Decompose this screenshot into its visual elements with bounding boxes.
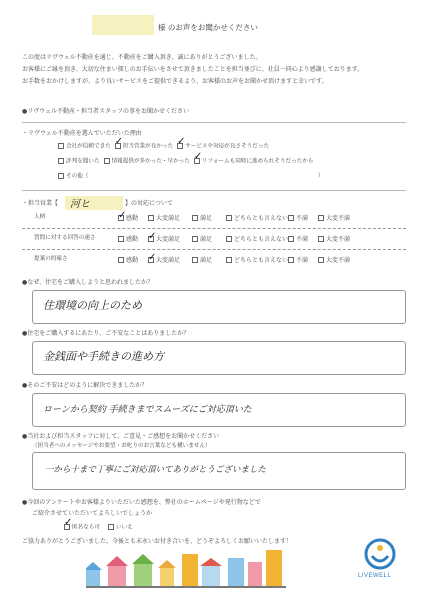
rating-option[interactable]: ✓ 大変満足 <box>148 234 192 243</box>
logo-text: LIVEWELL <box>358 573 392 579</box>
reasons-title: ・リヴウェル不動産を選んでいただいた理由 <box>22 130 142 137</box>
intro-line-1: この度はリヴウェル不動産を通じ、不動産をご購入頂き、誠にありがとうございました。 <box>22 54 262 61</box>
question-4-note: （担当者へのメッセージやお要望・お叱りのお言葉なども構いません） <box>32 443 211 449</box>
checkbox[interactable] <box>58 158 64 164</box>
answer-text-2: 金銭面や手続きの進め方 <box>43 350 164 363</box>
reason-row-1 <box>58 143 269 151</box>
reason-option-reform[interactable]: ✓ リフォームも同時に進められそうだったから <box>194 158 314 166</box>
rating-option[interactable]: どちらとも言えない <box>226 234 288 243</box>
rating-option[interactable]: 感動 <box>118 234 148 243</box>
question-1: ●なぜ、住宅をご購入しようと思われましたか？ <box>22 279 154 286</box>
reason-other[interactable]: その他（ <box>58 173 88 181</box>
answer-text-4: 一から十まで丁寧にご対応頂いてありがとうございました <box>45 465 267 475</box>
divider <box>22 122 406 123</box>
publish-question-line-2: ご紹介させていただいてよろしいでしょうか <box>32 510 153 517</box>
answer-text-3: ローンから契約 手続きまでスムーズにご対応頂いた <box>43 405 252 415</box>
reason-other-close: ） <box>318 173 324 179</box>
page-title: 様 のお声をお聞かせください <box>158 23 258 32</box>
rating-option[interactable]: どちらとも言えない <box>226 255 288 264</box>
customer-name-box <box>92 15 154 35</box>
answer-box-1[interactable] <box>32 290 406 324</box>
rating-option[interactable]: 不満 <box>288 234 318 243</box>
question-3: ●そのご不安はどのように解決できましたか？ <box>22 382 148 389</box>
town-illustration <box>86 548 286 588</box>
reason-option-info[interactable]: 情報提供が多かった・早かった <box>104 158 190 166</box>
section-staff-title: ●リヴウェル不動産・担当者スタッフの事をお聞かせください <box>22 108 189 115</box>
thanks-message: ご協力ありがとうございました。今後とも末永いお付き合いを、どうぞよろしくお願いいたします！ <box>22 538 293 545</box>
checkbox-checked[interactable] <box>177 143 183 149</box>
question-2: ●住宅をご購入するにあたり、ご不安なことはありましたか？ <box>22 330 190 337</box>
houses-icon <box>86 548 286 588</box>
staff-label-suffix: 】の対応について <box>125 200 173 207</box>
checkbox[interactable] <box>58 143 64 149</box>
staff-label-prefix: ・担当営業【 <box>22 200 59 207</box>
answer-text-1: 住環境の向上のため <box>43 299 142 312</box>
rating-option[interactable]: ✓ 大変満足 <box>148 255 192 264</box>
reason-option-sales[interactable]: ✓ 担当営業が良かった <box>115 143 173 151</box>
livewell-logo <box>360 538 400 578</box>
reason-option-company[interactable]: 会社が信頼できた <box>58 143 111 151</box>
checkbox-checked[interactable] <box>194 158 200 164</box>
rating-option[interactable]: 満足 <box>192 234 226 243</box>
logo-mark-icon <box>360 538 400 570</box>
intro-line-2: お客様にご縁を頂き、大切な住まい探しのお手伝いをさせて頂きましたことを担当並びに、社員一同心より感謝しております。 <box>22 66 364 73</box>
intro-line-3: お手数をおかけしますが、より良いサービスをご提供できるよう、お客様のお声をお聞かせ頂けますと幸いです。 <box>22 78 328 85</box>
rating-option[interactable]: 感動 <box>118 255 148 264</box>
publish-question-line-1: ●今回のアンケートやお客様よりいただいた感想を、弊社のホームページや発行物などで <box>22 499 261 506</box>
publish-option-anonymous[interactable]: ✓匿名なら可 <box>64 524 100 532</box>
rating-option[interactable]: 大変不満 <box>318 255 362 264</box>
publish-option-no[interactable]: いいえ <box>108 524 133 532</box>
staff-name: 河ヒ <box>70 199 90 210</box>
reason-row-2 <box>58 158 314 166</box>
rating-option[interactable]: 不満 <box>288 213 318 222</box>
rating-option[interactable]: 満足 <box>192 213 226 222</box>
answer-box-4[interactable] <box>32 452 406 490</box>
rating-option[interactable]: 満足 <box>192 255 226 264</box>
row-divider <box>22 228 406 229</box>
rating-option[interactable]: 大変満足 <box>148 213 192 222</box>
checkbox-checked[interactable] <box>115 143 121 149</box>
rating-option[interactable]: どちらとも言えない <box>226 213 288 222</box>
checkbox[interactable] <box>104 158 110 164</box>
answer-box-2[interactable] <box>32 341 406 375</box>
rating-option[interactable]: ✓ 感動 <box>118 213 148 222</box>
divider <box>22 190 406 191</box>
row-divider <box>22 249 406 250</box>
rating-option[interactable]: 大変不満 <box>318 213 362 222</box>
rating-option[interactable]: 大変不満 <box>318 234 362 243</box>
reason-option-reputation[interactable]: 評判を聞いた <box>58 158 100 166</box>
publish-options <box>64 524 133 532</box>
rating-option[interactable]: 不満 <box>288 255 318 264</box>
checkbox[interactable] <box>58 173 64 179</box>
reason-option-service[interactable]: ✓ サービスや対応が良さそうだった <box>177 143 269 151</box>
question-4: ●当社および担当スタッフに対して、ご意見・ご感想をお聞かせください <box>22 433 220 440</box>
answer-box-3[interactable] <box>32 393 406 427</box>
